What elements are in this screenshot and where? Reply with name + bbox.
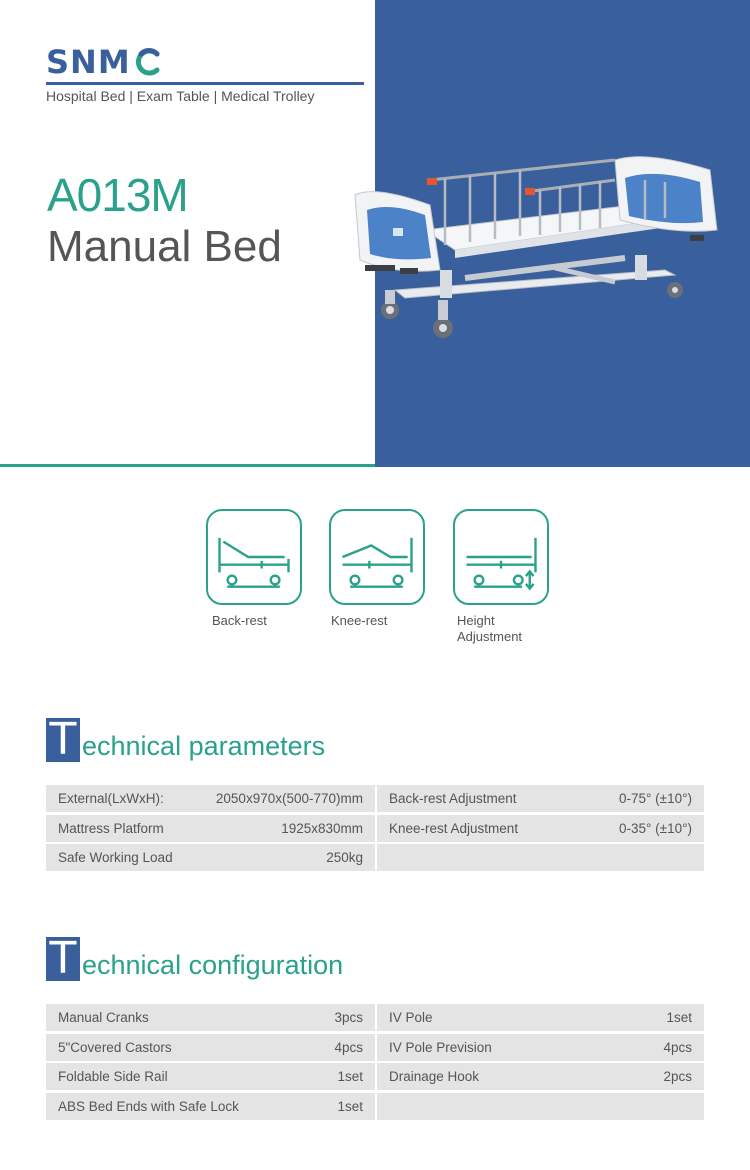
table-cell: ABS Bed Ends with Safe Lock 1set [46,1093,375,1120]
back-rest-icon [206,509,302,605]
table-cell: IV Pole Prevision 4pcs [377,1034,704,1061]
table-cell: IV Pole 1set [377,1004,704,1031]
table-cell: Knee-rest Adjustment 0-35° (±10°) [377,815,704,842]
feature-label: Height Adjustment [457,613,523,644]
params-section-title [46,714,326,765]
feature-icons [206,509,551,649]
table-cell [377,844,704,871]
table-cell [377,1093,704,1120]
config-table [46,1004,704,1122]
title-text: echnical configuration [82,950,344,980]
table-cell: Manual Cranks 3pcs [46,1004,375,1031]
logo-underline [46,82,364,85]
brand-logo [46,42,163,82]
table-cell: Safe Working Load 250kg [46,844,375,871]
product-name: Manual Bed [47,222,282,271]
table-row [46,1034,704,1062]
table-row [46,785,704,813]
hero-divider [0,464,375,467]
table-row [46,1063,704,1091]
knee-rest-icon [329,509,425,605]
feature-label: Knee-rest [331,613,388,628]
table-row [46,1004,704,1032]
logo-c-icon [133,45,163,79]
table-cell: External(LxWxH): 2050x970x(500-770)mm [46,785,375,812]
config-section-title [46,933,344,984]
table-cell: Mattress Platform 1925x830mm [46,815,375,842]
logo-text: SNM [46,43,131,81]
height-adjustment-icon [453,509,549,605]
title-initial: T [46,937,80,981]
manual-bed-image [345,150,725,350]
brand-tagline: Hospital Bed | Exam Table | Medical Trolley [46,88,315,104]
params-table [46,785,704,874]
feature-label: Back-rest [212,613,267,628]
title-text: echnical parameters [82,731,326,761]
table-cell: Drainage Hook 2pcs [377,1063,704,1090]
table-cell: 5"Covered Castors 4pcs [46,1034,375,1061]
table-row [46,1093,704,1121]
table-cell: Back-rest Adjustment 0-75° (±10°) [377,785,704,812]
feature-knee-rest [329,509,425,629]
feature-height-adjustment [453,509,549,645]
table-row [46,844,704,872]
table-row [46,815,704,843]
product-model: A013M [47,169,188,221]
hero-section [0,0,750,467]
title-initial: T [46,718,80,762]
feature-back-rest [206,509,302,629]
table-cell: Foldable Side Rail 1set [46,1063,375,1090]
